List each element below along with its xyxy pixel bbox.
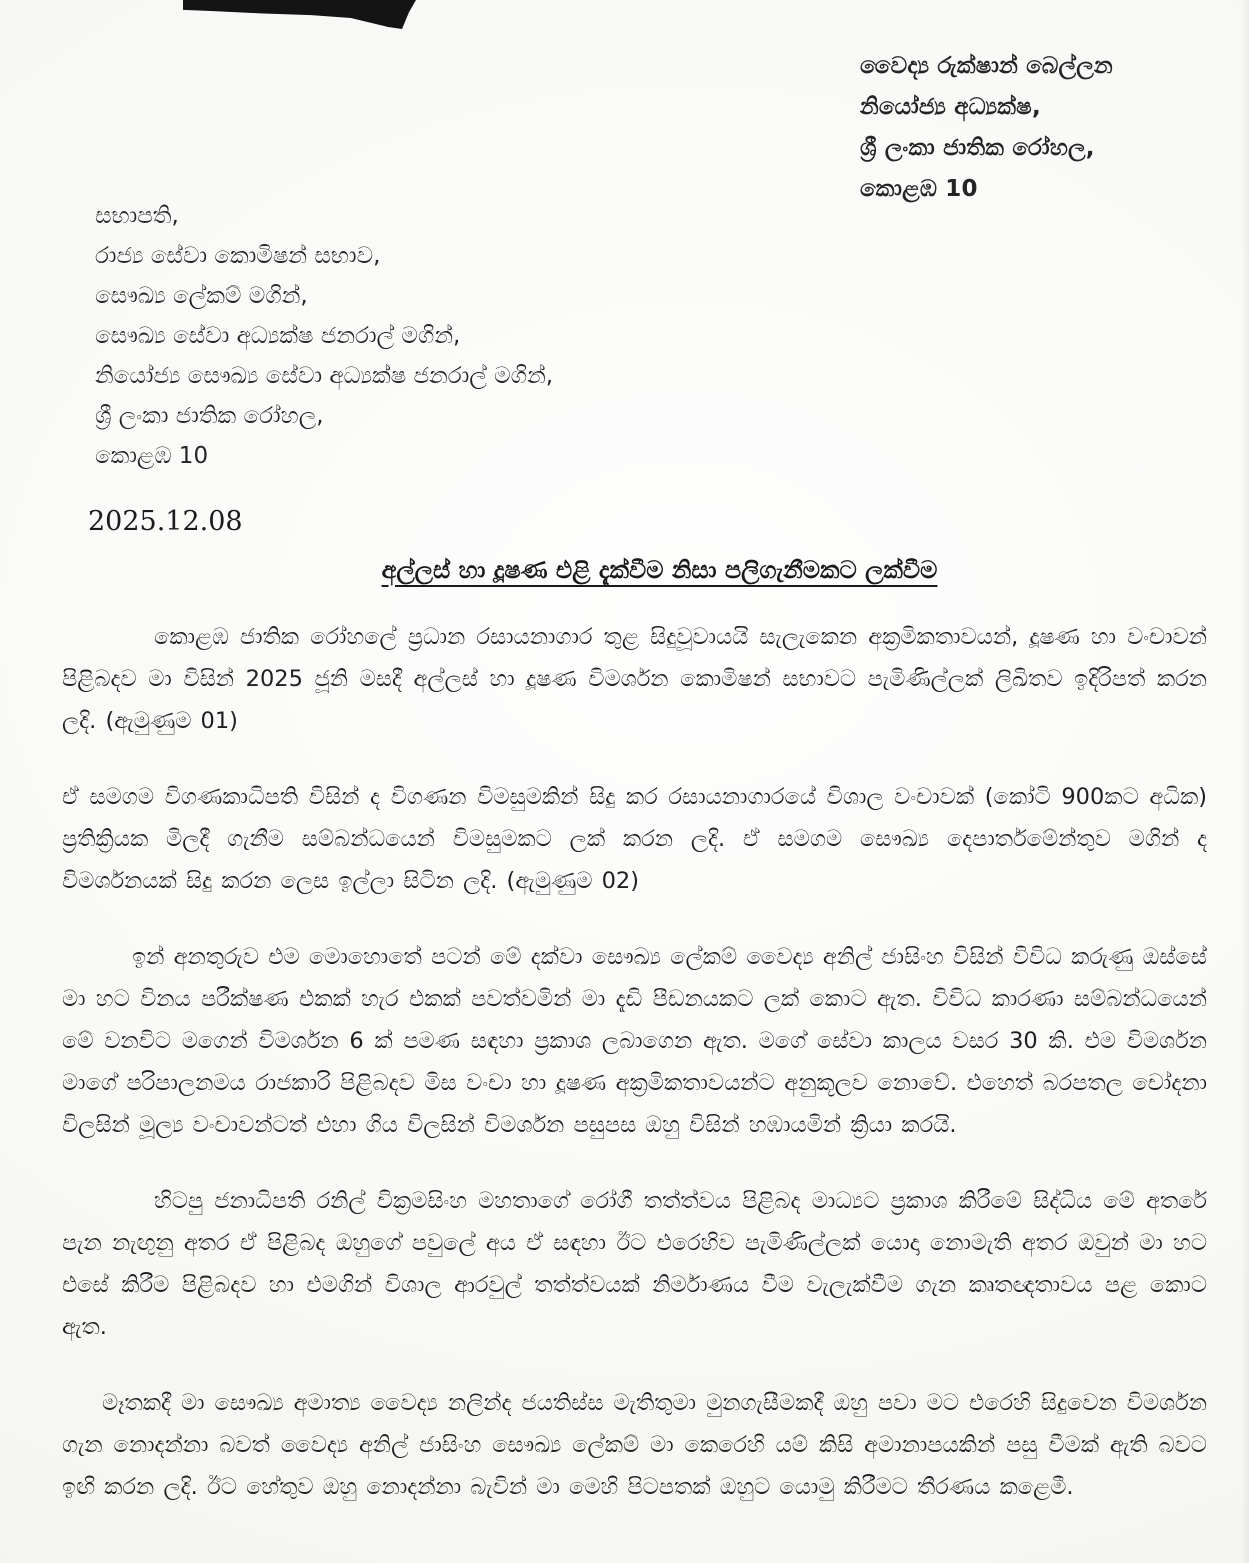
paragraph-4: හිටපු ජනාධිපති රනිල් වික්‍රමසිංහ මහතාගේ රෝගී තත්ත්වය පිළිබද මාධ්‍යට ප්‍රකාශ කිරීමේ සිද්ධිය මේ අතරේ පැන නැඟුනු අතර ඒ පිළිබද ඔහුගේ පවුලේ අය ඒ සඳහා ඊට එරෙහිව පැමිණිල්ලක් යොදා නොමැති අතර ඔවුන් මා හට එසේ කිරීම පිළිබදව හා එමගින් විශාල ආරවුල් තත්ත්වයක් නිර්මාණය වීම වැලැක්වීම ගැන කෘතඥතාවය පළ කොට ඇත. — [62, 1188, 1207, 1340]
paragraph-5: මෑතකදී මා සෞඛ්‍ය අමාත්‍ය වෛද්‍ය නලින්ද ජයතිස්ස මැතිතුමා මුනගැසීමකදී ඔහු පවා මට එරෙහි සිදුවෙන විමර්ශන ගැන නොදන්නා බවත් වෛද්‍ය අනිල් ජාසිංහ සෞඛ්‍ය ලේකම් මා කෙරෙහි යම් කිසි අමානාපයකින් පසු වීමක් ඇති බවට ඉඟි කරන ලදි. ඊට හේතුව ඔහු නොදන්නා බැවින් මා මෙහි පිටපතක් ඔහුට යොමු කිරීමට තීරණය කළෙමී. — [62, 1390, 1207, 1500]
recipient-line: නියෝජ්‍ය සෞඛ්‍ය සේවා අධ්‍යක්ෂ ජනරාල් මගින්, — [95, 363, 554, 389]
recipient-line: සෞඛ්‍ය ලේකම් මගින්, — [95, 283, 308, 309]
recipient-line: රාජ්‍ය සේවා කොමිෂන් සභාව, — [95, 243, 381, 269]
sender-title: නියෝජ්‍ය අධ්‍යක්ෂ, — [860, 94, 1041, 120]
recipient-line: සභාපති, — [95, 203, 179, 229]
paragraph-1: කොළඹ ජාතික රෝහලේ ප්‍රධාන රසායනාගාර තුළ සිදුවූවායයි සැලැකෙන අක්‍රමිකතාවයන්, දූෂණ හා වංචාවන් පිළිබදව මා විසින් 2025 ජූනි මසදී අල්ලස් හා දූෂණ විමර්ශන කොමිෂන් සභාවට පැමිණිල්ලක් ලිඛිතව ඉදිරිපත් කරන ලදි. (ඇමුණුම 01) — [62, 624, 1207, 734]
scan-edge-shadow — [1241, 0, 1249, 1563]
subject-title: අල්ලස් හා දූෂණ එළි දැක්වීම නිසා පලිගැනීමකට ලක්වීම — [381, 556, 938, 584]
letter-body — [62, 616, 1207, 1542]
redaction-mark — [183, 0, 416, 29]
sender-city: කොළඹ 10 — [860, 176, 978, 202]
sender-institution: ශ්‍රී ලංකා ජාතික රෝහල, — [860, 135, 1095, 161]
recipient-address-block — [95, 196, 553, 476]
paragraph-2: ඒ සමගම විගණකාධිපති විසින් ද විගණන විමසුමකින් සිදු කර රසායනාගාරයේ විශාල වංචාවක් (කෝටි 900කට අධික) ප්‍රතික්‍රියක මිලදී ගැනීම සම්බන්ධයෙන් විමසුමකට ලක් කරන ලදි. ඒ සමගම සෞඛ්‍ය දෙපාර්තමේන්තුව මගින් ද විමර්ශනයක් සිදු කරන ලෙස ඉල්ලා සිටින ලදි. (ඇමුණුම 02) — [62, 784, 1207, 894]
recipient-line: ශ්‍රී ලංකා ජාතික රෝහල, — [95, 403, 324, 429]
sender-address-block — [860, 46, 1113, 210]
recipient-line: සෞඛ්‍ය සේවා අධ්‍යක්ෂ ජනරාල් මගින්, — [95, 323, 461, 349]
paragraph-3: ඉන් අනතුරුව එම මොහොතේ පටන් මේ දක්වා සෞඛ්‍ය ලේකම් වෛද්‍ය අනිල් ජාසිංහ විසින් විවිධ කරුණු ඔස්සේ මා හට විනය පරීක්ෂණ එකක් හැර එකක් පවත්වමින් මා දැඩි පීඩනයකට ලක් කොට ඇත. විවිධ කාරණා සම්බන්ධයෙන් මේ වනවිට මගෙන් විමර්ශන 6 ක් පමණ සඳහා ප්‍රකාශ ලබාගෙන ඇත. මගේ සේවා කාලය වසර 30 කි. එම විමර්ශන මාගේ පරිපාලනමය රාජකාරි පිළිබදව මිස වංචා හා දූෂණ අක්‍රමිකතාවයන්ට අනුකූලව නොවේ. එහෙත් බරපතල චෝදනා විලසින් මූල්‍ය වංචාවන්ටත් එහා ගිය විලසින් විමර්ශන පසුපස ඔහු විසින් හඹායමින් ක්‍රියා කරයි. — [62, 944, 1207, 1138]
recipient-line: කොළඹ 10 — [95, 443, 209, 469]
sender-name: වෛද්‍ය රුක්ෂාන් බෙල්ලන — [860, 53, 1113, 79]
letter-date: 2025.12.08 — [88, 506, 243, 537]
